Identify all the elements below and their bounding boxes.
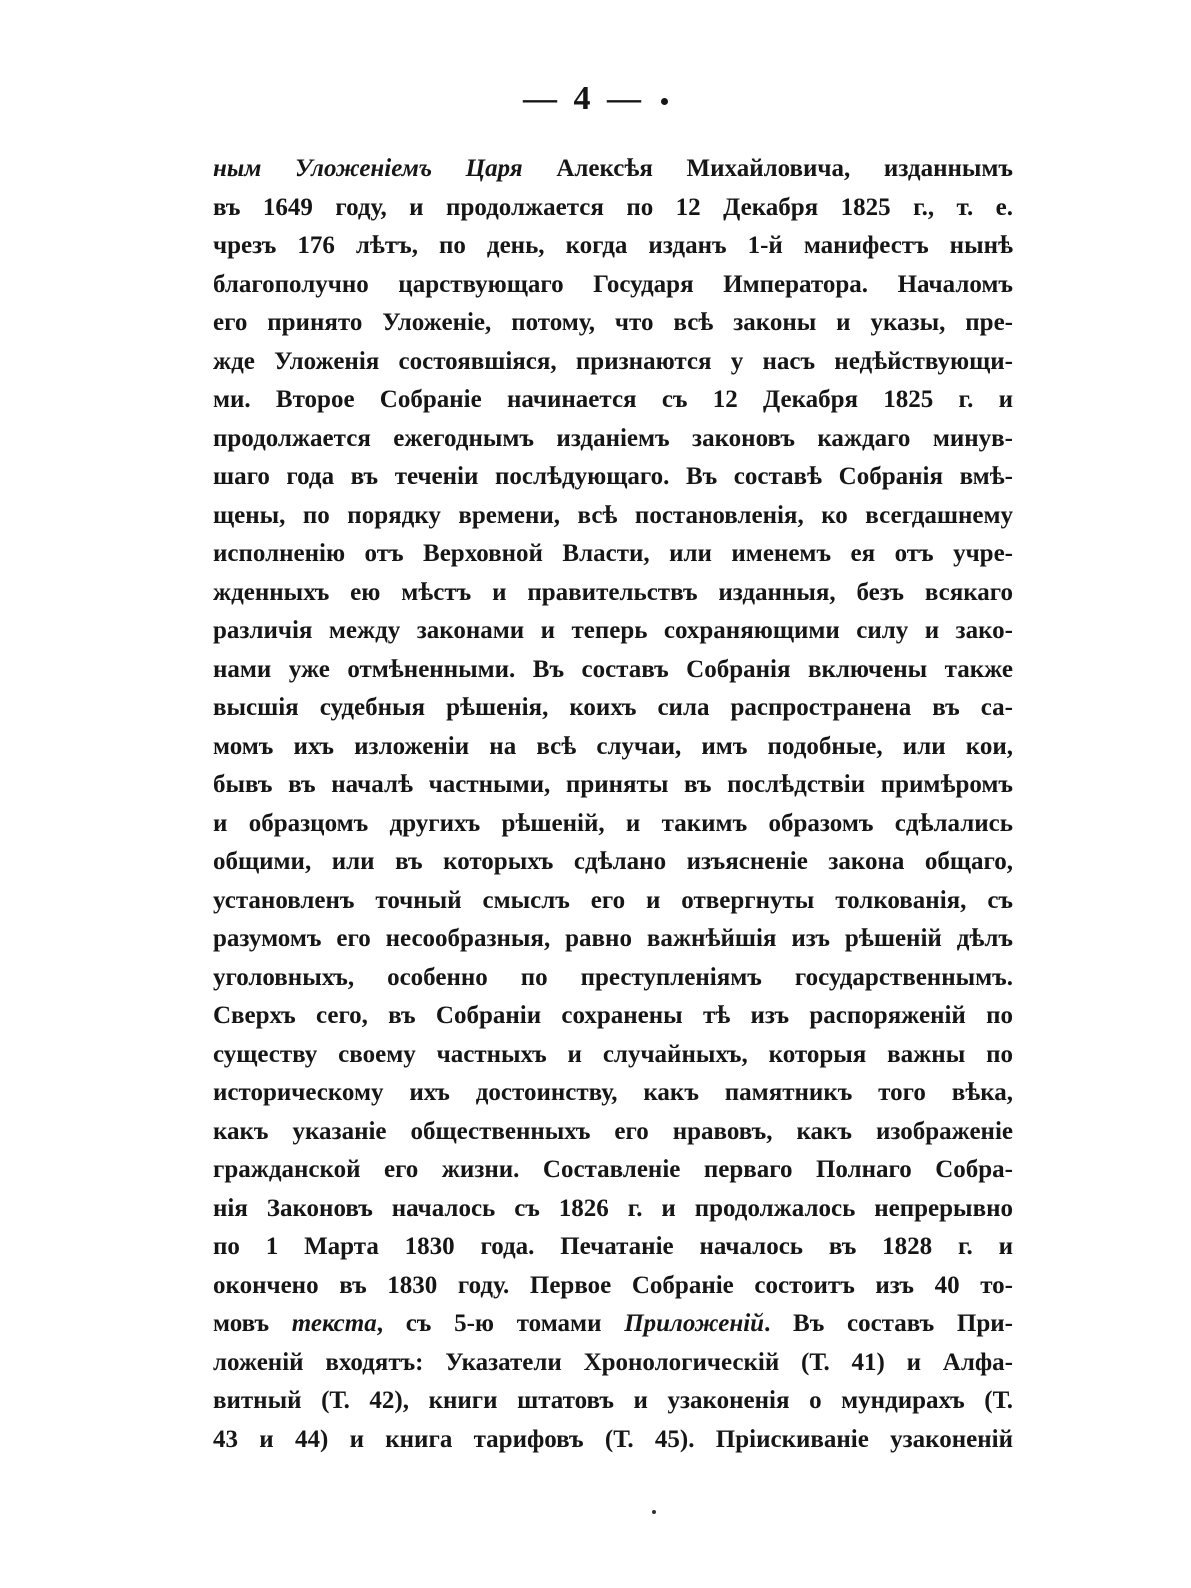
text-run: благополучно царствующаго Государя Императора. Началомъ bbox=[213, 270, 1013, 298]
text-line bbox=[213, 959, 1013, 998]
text-run: жде Уложенія состоявшіяся, признаются у насъ недѣйствующи- bbox=[213, 347, 1013, 375]
text-run: ми. Второе Собраніе начинается съ 12 Декабря 1825 г. и bbox=[213, 386, 1013, 413]
text-run: его принято Уложеніе, потому, что всѣ законы и указы, пре- bbox=[213, 309, 1013, 336]
text-line bbox=[213, 1036, 1013, 1075]
text-run: бывъ въ началѣ частными, приняты въ послѣдствіи примѣромъ bbox=[213, 771, 1013, 798]
text-line bbox=[213, 766, 1013, 805]
text-line bbox=[213, 612, 1013, 651]
text-run: мовъ bbox=[213, 1310, 292, 1337]
text-run: момъ ихъ изложеніи на всѣ случаи, имъ подобные, или кои, bbox=[213, 732, 1013, 760]
text-line bbox=[213, 920, 1013, 959]
text-line bbox=[213, 728, 1013, 767]
text-line bbox=[213, 189, 1013, 228]
text-line bbox=[213, 1267, 1013, 1306]
text-run: витный (Т. 42), книги штатовъ и узаконенія о мундирахъ (Т. bbox=[213, 1387, 1013, 1414]
text-run: Сверхъ сего, въ Собраніи сохранены тѣ изъ распоряженій по bbox=[213, 1002, 1013, 1029]
text-run: , съ 5-ю томами bbox=[376, 1310, 625, 1337]
text-run: нами уже отмѣненными. Въ составъ Собранія включены также bbox=[213, 655, 1013, 683]
text-run: 43 и 44) и книга тарифовъ (Т. 45). Пріискиваніе узаконеній bbox=[213, 1425, 1013, 1453]
text-line bbox=[213, 304, 1013, 343]
text-line bbox=[213, 535, 1013, 574]
page-header bbox=[0, 80, 1191, 118]
text-line bbox=[213, 227, 1013, 266]
text-run: ложеній входятъ: Указатели Хронологическій (Т. 41) и Алфа- bbox=[213, 1348, 1013, 1376]
text-line bbox=[213, 882, 1013, 921]
text-run: установленъ точный смыслъ его и отвергнуты толкованія, съ bbox=[213, 886, 1013, 914]
text-run: уголовныхъ, особенно по преступленіямъ государственнымъ. bbox=[213, 963, 1013, 991]
text-run: нія Законовъ началось съ 1826 г. и продолжалось непрерывно bbox=[213, 1194, 1013, 1222]
text-run: въ 1649 году, и продолжается по 12 Декабря 1825 г., т. е. bbox=[213, 193, 1013, 221]
text-line bbox=[213, 805, 1013, 844]
body-text bbox=[213, 150, 1013, 1459]
text-line bbox=[213, 497, 1013, 536]
text-run: . Въ составъ При- bbox=[764, 1310, 1013, 1337]
text-line bbox=[213, 420, 1013, 459]
text-line bbox=[213, 1074, 1013, 1113]
text-line bbox=[213, 689, 1013, 728]
text-line bbox=[213, 843, 1013, 882]
text-run: различія между законами и теперь сохраняющими силу и зако- bbox=[213, 617, 1013, 644]
text-run: жденныхъ ею мѣстъ и правительствъ изданныя, безъ всякаго bbox=[213, 578, 1013, 606]
text-line bbox=[213, 1113, 1013, 1152]
text-line bbox=[213, 1151, 1013, 1190]
text-run: историческому ихъ достоинству, какъ памятникъ того вѣка, bbox=[213, 1079, 1013, 1106]
ink-speck bbox=[652, 1510, 656, 1514]
text-line bbox=[213, 574, 1013, 613]
text-run: гражданской его жизни. Составленіе перваго Полнаго Собра- bbox=[213, 1156, 1013, 1183]
text-run: и образцомъ другихъ рѣшеній, и такимъ образомъ сдѣлались bbox=[213, 809, 1013, 837]
text-line bbox=[213, 343, 1013, 382]
text-line bbox=[213, 266, 1013, 305]
italic-run: текста bbox=[291, 1310, 377, 1337]
text-line bbox=[213, 1228, 1013, 1267]
text-run: разумомъ его несообразныя, равно важнѣйшія изъ рѣшеній дѣлъ bbox=[213, 925, 1013, 952]
text-line bbox=[213, 150, 1013, 189]
italic-run: Приложеній bbox=[624, 1310, 765, 1337]
text-run: какъ указаніе общественныхъ его нравовъ, какъ изображеніе bbox=[213, 1117, 1013, 1145]
text-run: чрезъ 176 лѣтъ, по день, когда изданъ 1-й манифестъ нынѣ bbox=[213, 232, 1013, 259]
text-line bbox=[213, 651, 1013, 690]
text-run: общими, или въ которыхъ сдѣлано изъясненіе закона общаго, bbox=[213, 848, 1013, 875]
text-line bbox=[213, 381, 1013, 420]
text-line bbox=[213, 458, 1013, 497]
text-line bbox=[213, 1190, 1013, 1229]
text-line bbox=[213, 1344, 1013, 1383]
text-run: продолжается ежегоднымъ изданіемъ законовъ каждаго минув- bbox=[213, 424, 1013, 452]
ink-dot bbox=[661, 98, 668, 105]
text-run: шаго года въ теченіи послѣдующаго. Въ составѣ Собранія вмѣ- bbox=[213, 463, 1013, 490]
text-run: Алексѣя Михайловича, изданнымъ bbox=[522, 155, 1013, 182]
text-line bbox=[213, 1305, 1013, 1344]
text-line bbox=[213, 1382, 1013, 1421]
text-run: высшія судебныя рѣшенія, коихъ сила распространена въ са- bbox=[213, 694, 1013, 721]
text-run: окончено въ 1830 году. Первое Собраніе состоитъ изъ 40 то- bbox=[213, 1271, 1013, 1299]
text-run: исполненію отъ Верховной Власти, или именемъ ея отъ учре- bbox=[213, 540, 1013, 567]
italic-run: ным Уложеніемъ Царя bbox=[213, 155, 523, 182]
text-run: существу своему частныхъ и случайныхъ, которыя важны по bbox=[213, 1040, 1013, 1068]
text-run: по 1 Марта 1830 года. Печатаніе началось въ 1828 г. и bbox=[213, 1233, 1013, 1260]
text-run: щены, по порядку времени, всѣ постановленія, ко всегдашнему bbox=[213, 501, 1013, 529]
text-line bbox=[213, 1421, 1013, 1460]
text-line bbox=[213, 997, 1013, 1036]
page-number: — 4 — bbox=[523, 80, 645, 117]
